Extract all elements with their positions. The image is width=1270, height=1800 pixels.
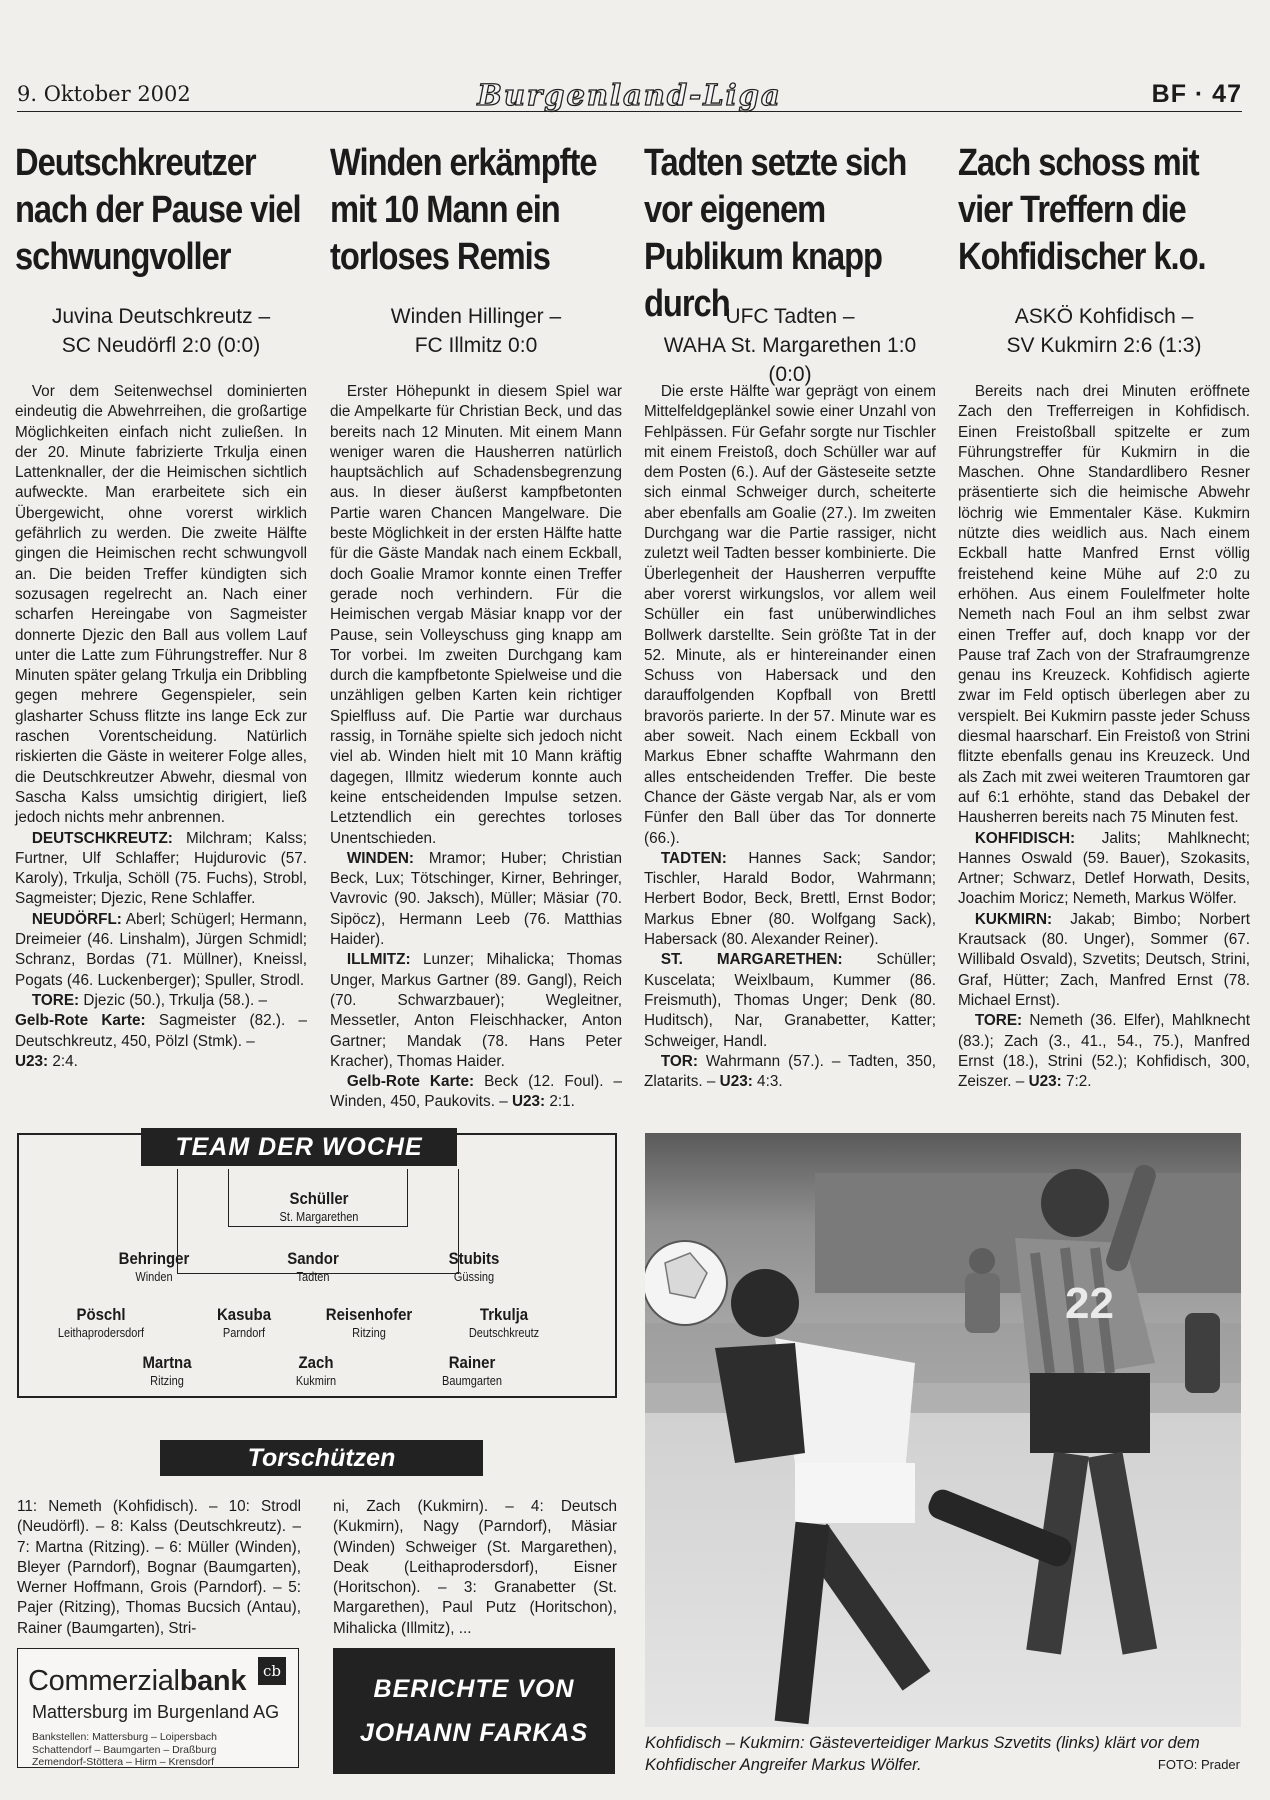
article-body — [15, 382, 307, 1072]
cards: Gelb-Rote Karte: Beck (12. Foul). – Winden, 450, Paukovits. – U23: 2:1. — [330, 1073, 622, 1111]
article-paragraph: Erster Höhepunkt in diesem Spiel war die Ampelkarte für Christian Beck, und das bereits nach 12 Minuten. Mit einem Mann weniger waren die Hausherren natürlich hauptsächlich auf Schadensbegrenzung aus. In dieser äußerst kampfbetonten Partie waren Chancen Mangelware. Die beste Möglichkeit in der ersten Hälfte hatte für die Gäste Mandak nach einem Eckball, doch Goalie Mramor konnte einen Treffer gerade noch verhindern. Für die Heimischen vergab Mäsiar knapp vor der Pause, sein Volleyschuss ging knapp am Tor vorbei. Im zweiten Durchgang kam durch die kampfbetonte Spielweise und die unzähligen gelben Karten kein richtiger Spielfluss auf. Die Partie war durchaus rassig, in Tornähe spielte sich jedoch nicht viel ab. Winden hielt mit 10 Mann kräftig dagegen, Illmitz wiederum konnte auch keine entscheidenden Impulse setzen. Letztendlich ein gerechtes torloses Unentschieden. — [330, 383, 622, 847]
page-number: BF · 47 — [1151, 80, 1242, 108]
photo-credit: FOTO: Prader — [1157, 1757, 1240, 1772]
article-body — [958, 382, 1250, 1092]
match-result: ASKÖ Kohfidisch – SV Kukmirn 2:6 (1:3) — [1006, 305, 1202, 357]
goals: TORE: Djezic (50.), Trkulja (58.). – Gelb-Rote Karte: Sagmeister (82.). – Deutschkreutz, 450, Pölzl (Stmk). – U23: 2:4. — [15, 991, 307, 1070]
goals: TORE: Nemeth (36. Elfer), Mahlknecht (83.); Zach (3., 41., 54., 75.), Manfred Ernst (18.), Strini (52.); Kohfidisch, 300, Zeiszer. – U23: 7:2. — [958, 1012, 1250, 1091]
article-body — [330, 382, 622, 1113]
scorers-column-2: ni, Zach (Kukmirn). – 4: Deutsch (Kukmirn), Nagy (Parndorf), Mäsiar (Winden) Schweiger (St. Margarethen), Deak (Leithaprodersdorf), Eisner (Horitschon). – 3: Granabetter (St. Margarethen), Paul Putz (Horitschon), Mihalicka (Illmitz), ... — [333, 1498, 617, 1637]
article-headline: Tadten setzte sich vor eigenem Publikum knapp durch — [644, 142, 907, 325]
article-winden — [330, 140, 622, 1113]
bank-logo-icon: cb — [258, 1657, 286, 1685]
article-paragraph: Die erste Hälfte war geprägt von einem Mittelfeldgeplänkel sowie einer Unzahl von Fehlpässen. Für Gefahr sorgte nur Tischler mit einem Freistoß, doch Schüller war auf dem Posten (6.). Auf der Gästeseite setzte sich einmal Schweiger durch, scheiterte aber ebenfalls am Goalie (27.). Im zweiten Durchgang war die Partie rassiger, nicht zuletzt weil Tadten besser kombinierte. Die Überlegenheit der Hausherren verpuffte aber vorerst wirkungslos, vor allem weil Schüller ein fast unüberwindliches Bollwerk darstellte. Sein größte Tat in der 52. Minute, als er hintereinander einen Schuss von Habersack und den darauffolgenden Kopfball von Brettl bravorös parierte. In der 57. Minute war es aber soweit. Nach einem Eckball von Markus Ebner schaffte Wahrmann den alles entscheidenden Treffer. Die beste Chance der Gäste vergab Nar, als er vom Fünfer den Ball über das Tor donnerte (66.). — [644, 383, 936, 847]
player-midfielder: Pöschl Leithaprodersdorf — [57, 1305, 145, 1340]
match-result: Juvina Deutschkreutz – SC Neudörfl 2:0 (0:0) — [51, 305, 271, 357]
article-body — [644, 382, 936, 1092]
article-headline: Winden erkämpfte mit 10 Mann ein torloses Remis — [330, 142, 597, 278]
lineup-away: ST. MARGARETHEN: Schüller; Kuscelata; Weixlbaum, Kummer (86. Freismuth), Thomas Unger; Denk (80. Huditsch), Nar, Granabetter, Katter; Schweiger, Handl. — [644, 951, 936, 1050]
match-photo — [645, 1133, 1241, 1727]
reporter-box: BERICHTE VON JOHANN FARKAS — [333, 1648, 615, 1774]
lineup-away: KUKMIRN: Jakab; Bimbo; Norbert Krautsack (80. Unger), Sommer (67. Willibald Osvald), Szvetits; Deutsch, Strini, Graf, Hütter; Zach, Manfred Ernst (78. Michael Ernst). — [958, 910, 1250, 1009]
match-result: UFC Tadten – WAHA St. Margarethen 1:0 (0:0) — [663, 305, 917, 386]
article-headline: Deutschkreutzer nach der Pause viel schwungvoller — [15, 142, 301, 278]
bank-logo: Commerzialbank — [28, 1665, 247, 1697]
match-result: Winden Hillinger – FC Illmitz 0:0 — [390, 305, 562, 357]
team-der-woche-box — [17, 1133, 617, 1398]
article-kohfidisch — [958, 140, 1250, 1092]
goals: TOR: Wahrmann (57.). – Tadten, 350, Zlatarits. – U23: 4:3. — [644, 1052, 936, 1091]
article-paragraph: Bereits nach drei Minuten eröffnete Zach den Trefferreigen in Kohfidisch. Einen Freistoßball spitzelte er zum Führungstreffer für Kukmirn in die Maschen. Ohne Standardlibero Resner präsentierte sich die heimische Abwehr löchrig wie Emmentaler Käse. Kukmirn nützte dies weidlich aus. Nach einem Eckball hatte Manfred Ernst völlig freistehend keine Mühe auf 2:0 zu erhöhen. Aus einem Foulelfmeter holte Nemeth nach Foul an ihm selbst zwar einen Treffer auf, doch knapp vor der Pause traf Zach von der Strafraumgrenze genau ins Kreuzeck. Kohfidisch agierte zwar im Feld optisch überlegen aber zu verspielt. Bei Kukmirn passte jeder Schuss diesmal haarscharf. Ein Freistoß von Strini flitzte ebenfalls genau ins Kreuzeck. Und als Zach mit zwei weiteren Traumtoren gar auf 6:1 erhöhte, stand das Debakel der Hausherren bereits nach 75 Minuten fest. — [958, 383, 1250, 827]
lineup-home: WINDEN: Mramor; Huber; Christian Beck, Lux; Tötschinger, Kirner, Behringer, Vavrovic (90. Jaksch), Müller; Mäsiar (70. Sipöcz), Hermann Leeb (76. Matthias Haider). — [330, 849, 622, 949]
lineup-home: KOHFIDISCH: Jalits; Mahlknecht; Hannes Oswald (59. Bauer), Szokasits, Artner; Schwarz, Detlef Horwath, Desits, Joachim Moricz; Nemeth, Markus Wölfer. — [958, 829, 1250, 908]
page-header — [17, 78, 1242, 112]
player-midfielder: Trkulja Deutschkreutz — [468, 1305, 540, 1340]
player-forward: Martna Ritzing — [142, 1353, 192, 1388]
article-paragraph: Vor dem Seitenwechsel dominierten eindeutig die Abwehrreihen, die großartige Möglichkeiten einfach nicht zuließen. In der 20. Minute fabrizierte Trkulja einen Lattenknaller, der die Heimischen sichtlich aufweckte. Man erarbeitete sich ein Übergewicht, ohne vorerst wirklich gefährlich zu werden. Die zweite Hälfte gingen die Heimischen recht schwungvoll an. Die beiden Treffer kündigten sich sozusagen regelrecht an. Nach einer scharfen Hereingabe von Sagmeister donnerte Djezic den Ball aus vollem Lauf unter die Latte zum Führungstreffer. Nur 8 Minuten später gelang Trkulja ein Dribbling gegen mehrere Gegenspieler, sein glasharter Schuss flitzte ins lange Eck zur raschen Vorentscheidung. Natürlich riskierten die Gäste in weiterer Folge alles, die Deutschkreutzer Abwehr, diesmal von Sascha Kalss umsichtig dirigiert, ließ jedoch nichts mehr anbrennen. — [15, 383, 307, 827]
player-midfielder: Reisenhofer Ritzing — [325, 1305, 413, 1340]
team-der-woche-title: TEAM DER WOCHE — [141, 1128, 457, 1166]
article-tadten — [644, 140, 936, 1092]
scorers-column-1: 11: Nemeth (Kohfidisch). – 10: Strodl (Neudörfl). – 8: Kalss (Deutschkreutz). – 7: Martna (Ritzing). – 6: Müller (Winden), Bleyer (Parndorf), Bognar (Baumgarten), Werner Hoffmann, Grois (Parndorf). – 5: Pajer (Ritzing), Thomas Bucsich (Antau), Rainer (Baumgarten), Stri- — [17, 1498, 301, 1637]
player-defender: Behringer Winden — [118, 1249, 190, 1284]
issue-date: 9. Oktober 2002 — [17, 82, 191, 106]
player-forward: Rainer Baumgarten — [442, 1353, 502, 1388]
section-title: Burgenland-Liga — [477, 78, 782, 112]
player-midfielder: Kasuba Parndorf — [216, 1305, 272, 1340]
article-headline: Zach schoss mit vier Treffern die Kohfidischer k.o. — [958, 142, 1206, 278]
lineup-away: NEUDÖRFL: Aberl; Schügerl; Hermann, Dreimeier (46. Linshalm), Jürgen Schmidl; Schranz, Bordas (71. Müllner), Kneissl, Pogats (46. Luckenberger); Spuller, Strodl. — [15, 910, 307, 989]
lineup-away: ILLMITZ: Lunzer; Mihalicka; Thomas Unger, Markus Gartner (89. Gangl), Reich (70. Schwarzbauer); Wegleitner, Messetler, Anton Fleischhacker, Anton Gartner; Mandak (78. Hans Peter Kracher), Thomas Haider. — [330, 951, 622, 1070]
player-defender: Stubits Güssing — [448, 1249, 500, 1284]
torschuetzen-title: Torschützen — [160, 1440, 483, 1476]
photo-caption: Kohfidisch – Kukmirn: Gästeverteidiger Markus Szvetits (links) klärt vor dem Kohfidischer Angreifer Markus Wölfer. — [645, 1734, 1200, 1774]
player-goalkeeper: Schüller St. Margarethen — [279, 1189, 359, 1224]
bank-advertisement — [17, 1648, 299, 1768]
bank-subtitle: Mattersburg im Burgenland AG — [32, 1702, 280, 1722]
article-deutschkreutz — [15, 140, 307, 1072]
lineup-home: TADTEN: Hannes Sack; Sandor; Tischler, Harald Bodor, Wahrmann; Herbert Bodor, Beck, Brettl, Ernst Bodor; Markus Ebner (80. Wolfgang Sack), Habersack (80. Alexander Reiner). — [644, 849, 936, 949]
shirt-number: 22 — [1065, 1279, 1114, 1328]
bank-branches: Bankstellen: Mattersburg – Loipersbach Schattendorf – Baumgarten – Draßburg Zemendorf-Stöttera – Hirm – Krensdorf — [32, 1731, 218, 1768]
lineup-home: DEUTSCHKREUTZ: Milchram; Kalss; Furtner, Ulf Schlaffer; Hujdurovic (57. Karoly), Trkulja, Schöll (75. Fuchs), Strobl, Sagmeister; Djezic, Rene Schlaffer. — [15, 829, 307, 908]
player-forward: Zach Kukmirn — [295, 1353, 337, 1388]
player-defender: Sandor Tadten — [287, 1249, 339, 1284]
match-photo-illustration — [645, 1133, 1241, 1727]
